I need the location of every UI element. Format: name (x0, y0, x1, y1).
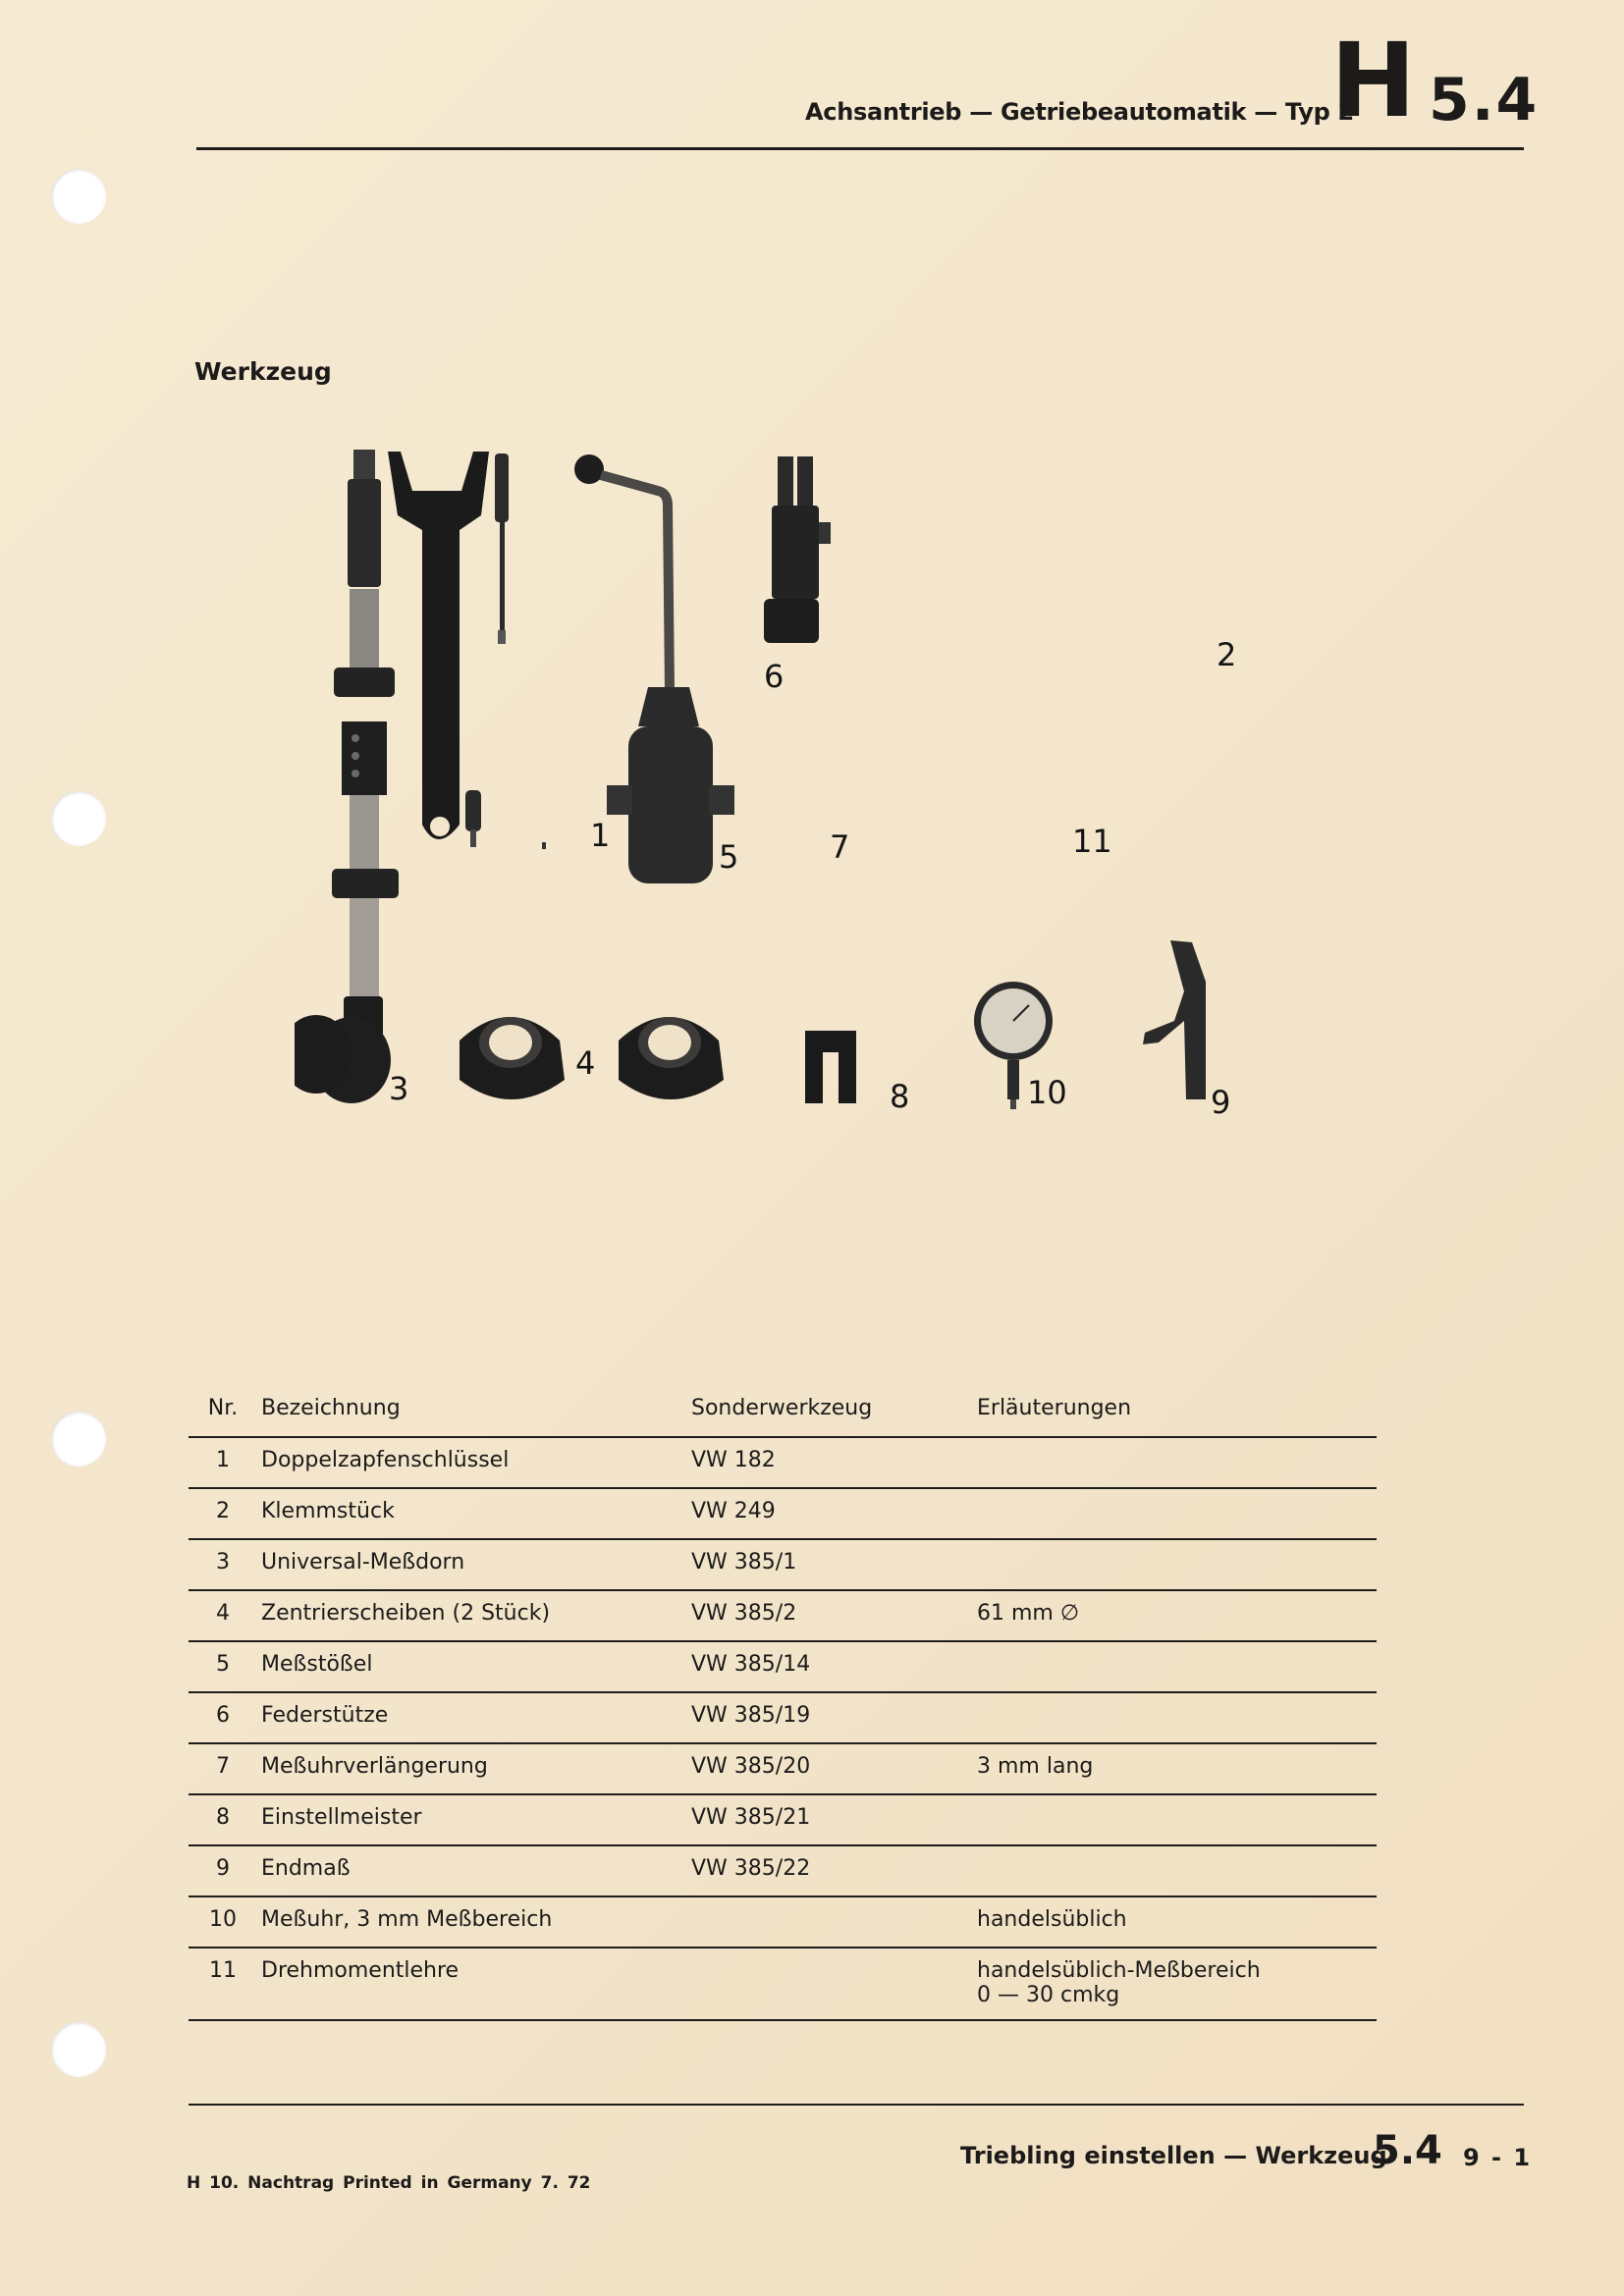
cell-notes: 3 mm lang (973, 1743, 1377, 1794)
header-section-number: 5.4 (1429, 66, 1540, 134)
cell-nr: 4 (189, 1590, 257, 1641)
col-header-nr: Nr. (189, 1386, 257, 1437)
cell-tool (687, 1948, 973, 2020)
table-row (189, 1590, 1377, 1641)
callout-3: 3 (389, 1070, 409, 1107)
table-row (189, 1641, 1377, 1692)
callout-5: 5 (719, 838, 739, 876)
col-header-tool: Sonderwerkzeug (687, 1386, 973, 1437)
cell-tool: VW 385/21 (687, 1794, 973, 1845)
centering-disc-right-icon (619, 1017, 724, 1099)
cell-nr: 9 (189, 1845, 257, 1896)
gauge-block-icon (1143, 940, 1206, 1099)
cell-name: Universal-Meßdorn (257, 1539, 687, 1590)
cell-nr: 5 (189, 1641, 257, 1692)
cell-tool: VW 385/1 (687, 1539, 973, 1590)
cell-tool: VW 182 (687, 1437, 973, 1488)
centering-disc-left-icon (460, 1017, 565, 1099)
cell-name: Endmaß (257, 1845, 687, 1896)
col-header-name: Bezeichnung (257, 1386, 687, 1437)
table-header-row (189, 1386, 1377, 1437)
callout-7: 7 (830, 828, 850, 866)
header-title: Achsantrieb — Getriebeautomatik — Typ 2 (805, 98, 1354, 126)
cell-tool: VW 385/22 (687, 1845, 973, 1896)
section-title: Werkzeug (194, 357, 332, 386)
cell-notes (973, 1845, 1377, 1896)
cell-nr: 6 (189, 1692, 257, 1743)
cell-nr: 8 (189, 1794, 257, 1845)
cell-nr: 2 (189, 1488, 257, 1539)
footer-title: Triebling einstellen — Werkzeug (960, 2142, 1387, 2169)
table-row (189, 1437, 1377, 1488)
callout-10: 10 (1027, 1074, 1067, 1111)
cell-tool: VW 385/19 (687, 1692, 973, 1743)
tools-table (189, 1386, 1377, 2021)
cell-notes: 61 mm ∅ (973, 1590, 1377, 1641)
cell-name: Meßuhr, 3 mm Meßbereich (257, 1896, 687, 1948)
cell-notes (973, 1948, 1377, 2020)
table-row (189, 1794, 1377, 1845)
footer-print-info: H 10. Nachtrag Printed in Germany 7. 72 (187, 2173, 591, 2193)
cell-name: Klemmstück (257, 1488, 687, 1539)
cell-notes (973, 1437, 1377, 1488)
adjustment-master-icon (805, 1031, 856, 1103)
cell-nr: 1 (189, 1437, 257, 1488)
cell-notes: handelsüblich (973, 1896, 1377, 1948)
callout-2: 2 (1217, 636, 1237, 673)
table-row (189, 1488, 1377, 1539)
cell-tool: VW 249 (687, 1488, 973, 1539)
table-row (189, 1948, 1377, 2020)
cell-notes (973, 1692, 1377, 1743)
cell-nr: 7 (189, 1743, 257, 1794)
cell-nr: 3 (189, 1539, 257, 1590)
table-row (189, 1692, 1377, 1743)
cell-tool (687, 1896, 973, 1948)
cell-notes (973, 1641, 1377, 1692)
callout-11: 11 (1072, 823, 1112, 860)
callout-4: 4 (575, 1044, 596, 1082)
cell-name: Doppelzapfenschlüssel (257, 1437, 687, 1488)
cell-tool: VW 385/2 (687, 1590, 973, 1641)
cell-notes (973, 1794, 1377, 1845)
cell-name: Drehmomentlehre (257, 1948, 687, 2020)
callout-9: 9 (1211, 1084, 1231, 1121)
cell-notes-line2: 0 — 30 cmkg (977, 1983, 1120, 2007)
cell-nr: 10 (189, 1896, 257, 1948)
callout-1: 1 (590, 817, 611, 854)
table-row (189, 1845, 1377, 1896)
footer-section-number: 5.4 (1373, 2128, 1442, 2173)
cell-name: Einstellmeister (257, 1794, 687, 1845)
cell-name: Meßstößel (257, 1641, 687, 1692)
col-header-notes: Erläuterungen (973, 1386, 1377, 1437)
cell-notes-line1: handelsüblich-Meßbereich (977, 1958, 1261, 1983)
header-section-letter: H (1330, 21, 1417, 140)
callout-6: 6 (764, 658, 785, 695)
table-row (189, 1896, 1377, 1948)
cell-name: Zentrierscheiben (2 Stück) (257, 1590, 687, 1641)
cell-tool: VW 385/20 (687, 1743, 973, 1794)
callout-8: 8 (890, 1078, 910, 1115)
cell-notes (973, 1539, 1377, 1590)
cell-name: Federstütze (257, 1692, 687, 1743)
footer-page-number: 9 - 1 (1463, 2144, 1533, 2171)
cell-nr: 11 (189, 1948, 257, 2020)
table-row (189, 1743, 1377, 1794)
table-row (189, 1539, 1377, 1590)
cell-tool: VW 385/14 (687, 1641, 973, 1692)
footer-rule (189, 2104, 1524, 2106)
cell-notes (973, 1488, 1377, 1539)
cell-name: Meßuhrverlängerung (257, 1743, 687, 1794)
